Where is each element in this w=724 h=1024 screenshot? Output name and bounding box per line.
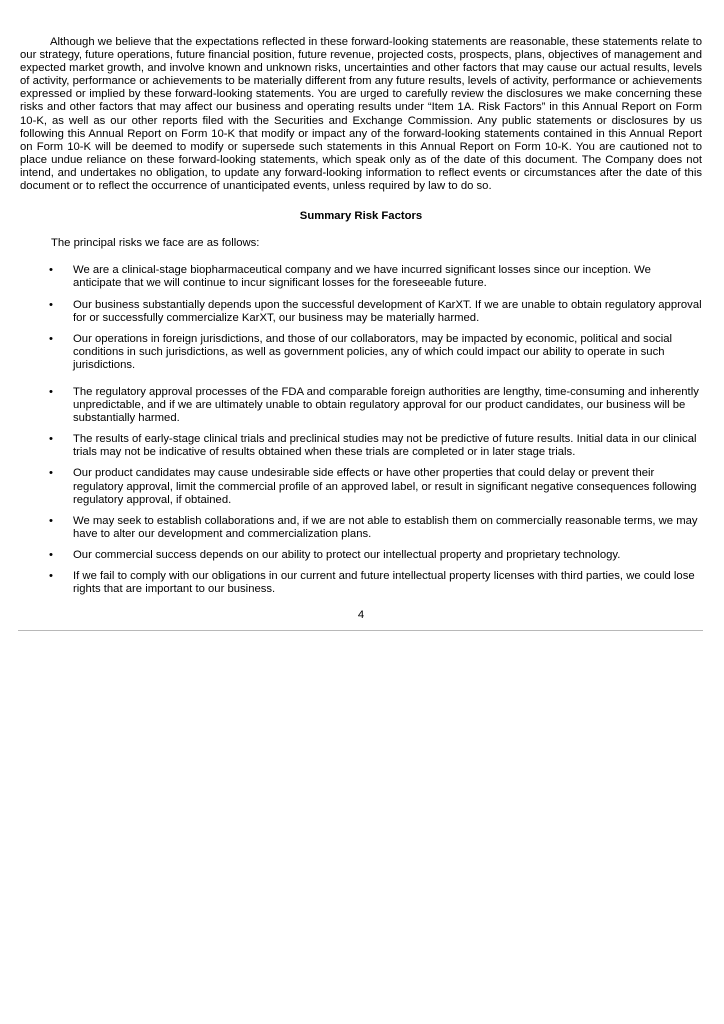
risk-item-3 bbox=[20, 333, 702, 372]
bullet-icon: • bbox=[49, 332, 53, 345]
bullet-icon: • bbox=[49, 298, 53, 311]
forward-looking-paragraph: Although we believe that the expectations reflected in these forward-looking statements are reasonable, these statements relate to our strategy, future operations, future financial position, future revenue, projected costs, prospects, plans, objectives of management and expected market growth, and involve known and unknown risks, uncertainties and other factors that may cause our actual results, levels of activity, performance or achievements to be materially different from any future results, levels of activity, performance or achievements expressed or implied by these forward-looking statements. You are urged to carefully review the disclosures we make concerning these risks and other factors that may affect our business and operating results under “Item 1A. Risk Factors” in this Annual Report on Form 10-K, as well as our other reports filed with the Securities and Exchange Commission. Any public statements or disclosures by us following this Annual Report on Form 10-K that modify or impact any of the forward-looking statements contained in this Annual Report on Form 10-K will be deemed to modify or supersede such statements in this Annual Report on Form 10-K. You are cautioned not to place undue reliance on these forward-looking statements, which speak only as of the date of this document. The Company does not intend, and undertakes no obligation, to update any forward-looking information to reflect events or circumstances after the date of this document or to reflect the occurrence of unanticipated events, unless required by law to do so. bbox=[20, 36, 702, 193]
risk-text: Our product candidates may cause undesirable side effects or have other properties that could delay or prevent their regulatory approval, limit the commercial profile of an approved label, or result in significant negative consequences following regulatory approval, if obtained. bbox=[73, 467, 697, 506]
page-divider bbox=[18, 630, 703, 631]
page-number: 4 bbox=[357, 609, 365, 622]
risk-item-6 bbox=[20, 467, 702, 506]
risk-text: If we fail to comply with our obligations in our current and future intellectual property licenses with third parties, we could lose rights that are important to our business. bbox=[73, 570, 695, 596]
risk-item-7 bbox=[20, 515, 702, 541]
risk-item-9 bbox=[20, 570, 702, 596]
bullet-icon: • bbox=[49, 467, 53, 480]
document-page bbox=[20, 36, 702, 622]
risk-text: We may seek to establish collaborations and, if we are not able to establish them on commercially reasonable terms, we may have to alter our development and commercialization plans. bbox=[73, 514, 698, 540]
risk-text: We are a clinical-stage biopharmaceutical company and we have incurred significant losses since our inception. We anticipate that we will continue to incur significant losses for the foreseeable future. bbox=[73, 264, 651, 290]
risk-text: The results of early-stage clinical trials and preclinical studies may not be predictive of future results. Initial data in our clinical trials may not be indicative of results obtained when these trials are completed or in later stage trials. bbox=[73, 433, 697, 459]
bullet-icon: • bbox=[49, 385, 53, 398]
risk-item-2 bbox=[20, 299, 702, 325]
bullet-icon: • bbox=[49, 548, 53, 561]
bullet-icon: • bbox=[49, 264, 53, 277]
risk-item-8 bbox=[20, 549, 702, 562]
risk-item-1 bbox=[20, 264, 702, 290]
principal-risks-intro: The principal risks we face are as follows: bbox=[51, 237, 260, 250]
risk-text: Our operations in foreign jurisdictions, and those of our collaborators, may be impacted by economic, political and social conditions in such jurisdictions, as well as government policies, any of which could impact our ability to operate in such jurisdictions. bbox=[73, 332, 673, 371]
risk-item-4 bbox=[20, 386, 702, 425]
bullet-icon: • bbox=[49, 433, 53, 446]
risk-item-5 bbox=[20, 433, 702, 459]
section-heading: Summary Risk Factors bbox=[299, 210, 423, 223]
bullet-icon: • bbox=[49, 570, 53, 582]
bullet-icon: • bbox=[49, 514, 53, 527]
risk-text: Our commercial success depends on our ability to protect our intellectual property and proprietary technology. bbox=[73, 548, 621, 561]
risk-text: Our business substantially depends upon the successful development of KarXT. If we are unable to obtain regulatory approval for or successfully commercialize KarXT, our business may be materially harmed. bbox=[73, 298, 702, 324]
risk-factor-list bbox=[20, 264, 702, 596]
risk-text: The regulatory approval processes of the FDA and comparable foreign authorities are lengthy, time-consuming and inherently unpredictable, and if we are ultimately unable to obtain regulatory approval for our product candidates, our business will be substantially harmed. bbox=[73, 385, 699, 425]
